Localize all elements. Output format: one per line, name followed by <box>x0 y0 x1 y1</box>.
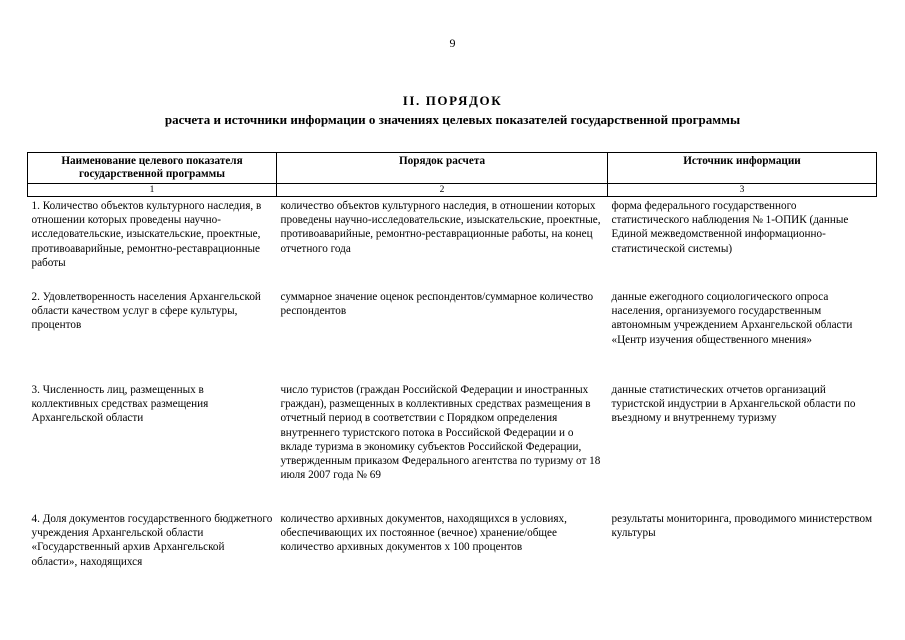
table-header-row <box>28 153 877 184</box>
table-row <box>28 381 877 510</box>
column-number-row <box>28 184 877 197</box>
information-source-cell: форма федерального государственного статистического наблюдения № 1-ОПИК (данные Единой межведомственной информационно-статистической системы) <box>611 200 849 255</box>
information-source-cell: данные статистических отчетов организаций туристской индустрии в Архангельской области по въездному и внутреннему туризму <box>611 384 856 425</box>
indicator-name-cell: 4. Доля документов государственного бюджетного учреждения Архангельской области «Государственный архив Архангельской области», находящихся <box>31 513 273 568</box>
document-title: II. ПОРЯДОК <box>402 93 503 108</box>
calculation-method-cell: количество объектов культурного наследия, в отношении которых проведены научно-исследовательские, изыскательские, проектные, противоаварийные, ремонтно-реставрационные работы, на конец отчетного года <box>280 200 601 255</box>
indicator-name-cell: 3. Численность лиц, размещенных в коллективных средствах размещения Архангельской области <box>31 384 209 425</box>
column-number: 3 <box>608 184 877 197</box>
table-row <box>28 197 877 289</box>
calculation-method-cell: количество архивных документов, находящихся в условиях, обеспечивающих их постоянное (вечное) хранение/общее количество архивных документов х 100 процентов <box>280 513 567 554</box>
indicator-name-cell: 2. Удовлетворенность населения Архангельской области качеством услуг в сфере культуры, процентов <box>31 291 261 332</box>
header-calculation-method: Порядок расчета <box>277 153 608 184</box>
calculation-method-cell: суммарное значение оценок респондентов/суммарное количество респондентов <box>280 291 594 318</box>
indicators-table <box>27 152 877 574</box>
document-subtitle: расчета и источники информации о значениях целевых показателей государственной программы <box>164 112 741 127</box>
indicator-name-cell: 1. Количество объектов культурного наследия, в отношении которых проведены научно-исследовательские, изыскательские, проектные, противоаварийные, ремонтно-реставрационные работы <box>31 200 262 269</box>
information-source-cell: данные ежегодного социологического опроса населения, организуемого государственным автономным учреждением Архангельской области «Центр изучения общественного мнения» <box>611 291 853 346</box>
header-indicator-name: Наименование целевого показателя государственной программы <box>28 153 277 184</box>
column-number: 2 <box>277 184 608 197</box>
column-number: 1 <box>28 184 277 197</box>
calculation-method-cell: число туристов (граждан Российской Федерации и иностранных граждан), размещенных в коллективных средствах размещения в отчетный период в соответствии с Порядком определения внутреннего туристского потока в Российской Федерации и о вкладе туризма в экономику субъектов Российской Федерации, утвержденным приказом Федерального агентства по туризму от 18 июля 2007 года № 69 <box>280 384 601 482</box>
page-number: 9 <box>449 36 456 50</box>
information-source-cell: результаты мониторинга, проводимого министерством культуры <box>611 513 873 540</box>
table-row <box>28 288 877 381</box>
header-information-source: Источник информации <box>608 153 877 184</box>
table-row <box>28 510 877 574</box>
